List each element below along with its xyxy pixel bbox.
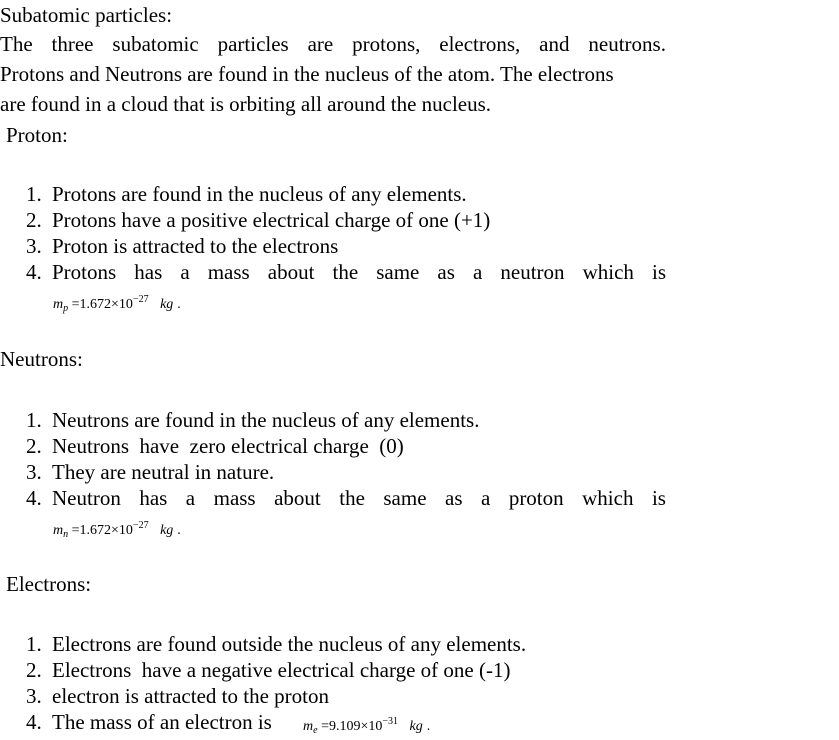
list-number: 3.	[26, 460, 42, 484]
intro-word: subatomic	[112, 32, 199, 56]
list-item-text: electron is attracted to the proton	[52, 684, 329, 708]
list-item-text: Proton is attracted to the electrons	[52, 234, 339, 258]
intro-word: The	[0, 32, 33, 56]
list-item-text: Neutrons have zero electrical charge (0)	[52, 434, 404, 458]
intro-word: electrons,	[439, 32, 521, 56]
list-item-text: They are neutral in nature.	[52, 460, 275, 484]
electron-item-1	[26, 631, 526, 657]
list-number: 2.	[26, 658, 42, 682]
proton-item-4	[26, 259, 666, 285]
list-number: 4.	[26, 260, 42, 284]
list-number: 2.	[26, 208, 42, 232]
neutron-item-2	[26, 433, 404, 459]
proton-item-1	[26, 181, 467, 207]
intro-word: three	[51, 32, 94, 56]
intro-word: neutrons.	[588, 32, 666, 56]
intro-line-2: Protons and Neutrons are found in the nucleus of the atom. The electrons	[0, 62, 614, 86]
list-item-text: Neutrons are found in the nucleus of any elements.	[52, 408, 480, 432]
list-item-text: Protons are found in the nucleus of any elements.	[52, 182, 467, 206]
electron-item-2	[26, 657, 510, 683]
proton-item-3	[26, 233, 338, 259]
list-number: 3.	[26, 684, 42, 708]
list-number: 1.	[26, 182, 42, 206]
list-item-text: Neutron has a mass about the same as a proton which is	[52, 486, 666, 510]
intro-word: protons,	[352, 32, 421, 56]
intro-word: particles	[217, 32, 289, 56]
intro-line-3: are found in a cloud that is orbiting all around the nucleus.	[0, 92, 492, 116]
electron-heading: Electrons:	[6, 572, 92, 596]
neutron-item-1	[26, 407, 479, 433]
list-item-text: Electrons are found outside the nucleus of any elements.	[52, 632, 527, 656]
neutron-item-3	[26, 459, 274, 485]
list-item-text: The mass of an electron is	[52, 710, 272, 734]
proton-heading: Proton:	[6, 123, 68, 147]
list-number: 3.	[26, 234, 42, 258]
neutron-mass-formula: $m_n =1.672\times 10^{-27}$ kg .	[53, 520, 181, 540]
list-number: 4.	[26, 486, 42, 510]
list-item-text: Protons has a mass about the same as a neutron which is	[52, 260, 666, 284]
list-number: 4.	[26, 710, 42, 734]
electron-item-3	[26, 683, 329, 709]
neutron-heading: Neutrons:	[0, 347, 83, 371]
neutron-item-4	[26, 485, 666, 511]
list-number: 1.	[26, 632, 42, 656]
intro-line-1	[0, 31, 666, 57]
electron-mass-formula: $m_e =9.109\times 10^{-31}$ kg .	[303, 716, 431, 736]
proton-mass-formula: $m_p =1.672\times 10^{-27}$ kg .	[53, 294, 181, 314]
list-item-text: Protons have a positive electrical charge of one (+1)	[52, 208, 491, 232]
document-title: Subatomic particles:	[0, 3, 173, 27]
intro-word: are	[307, 32, 334, 56]
proton-item-2	[26, 207, 490, 233]
list-number: 1.	[26, 408, 42, 432]
electron-item-4	[26, 709, 272, 735]
list-item-text: Electrons have a negative electrical charge of one (-1)	[52, 658, 511, 682]
intro-word: and	[539, 32, 570, 56]
list-number: 2.	[26, 434, 42, 458]
